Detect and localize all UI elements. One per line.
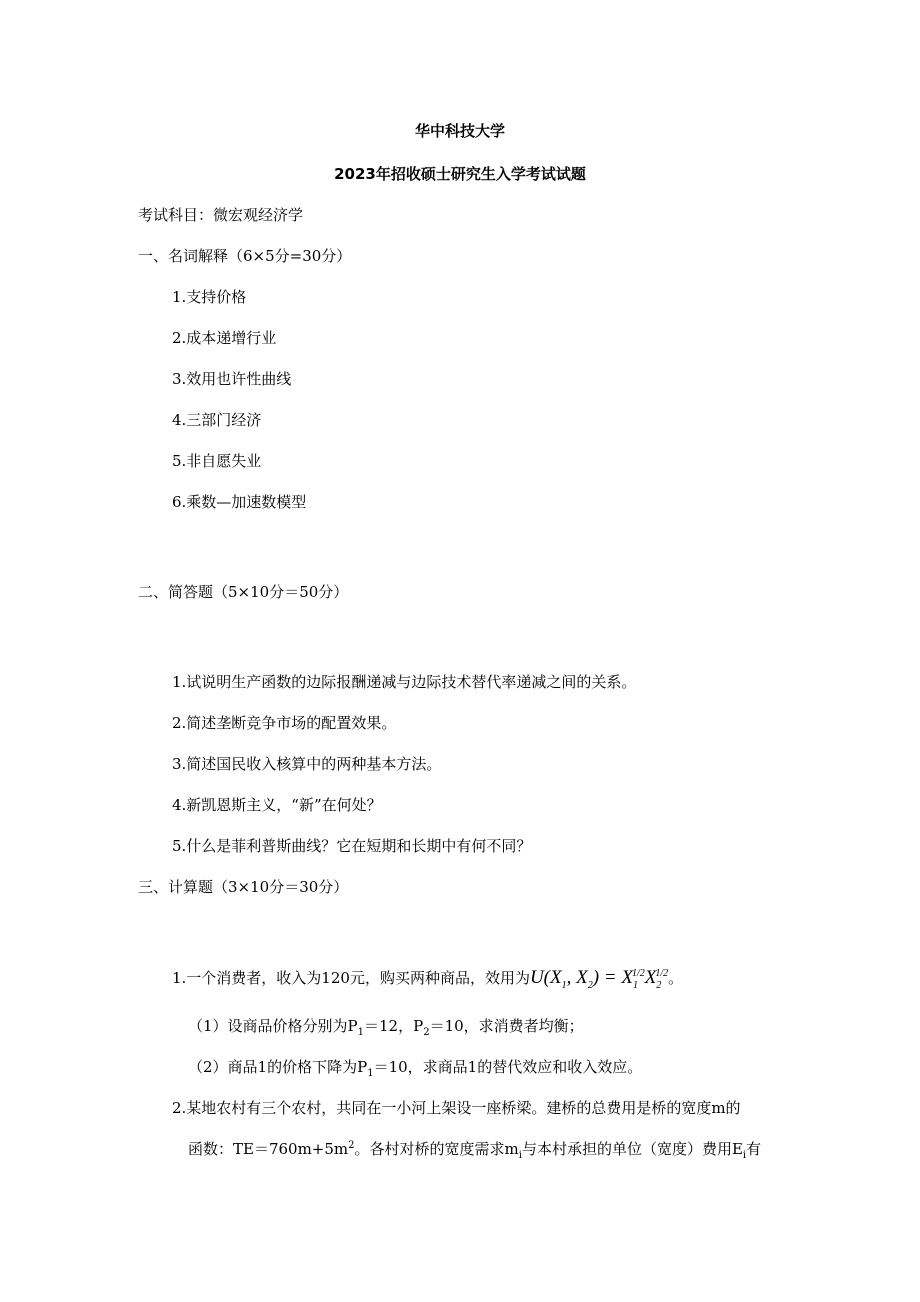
university-name: 华中科技大学 (414, 122, 505, 140)
section2-item: 3.简述国民收入核算中的两种基本方法。 (172, 755, 442, 773)
calc-question-1 (172, 967, 684, 991)
section1-item: 3.效用也许性曲线 (172, 370, 292, 388)
line-text: 有 (746, 1140, 762, 1158)
section1-item: 2.成本递增行业 (172, 329, 277, 347)
formula-part: ) = X (592, 967, 633, 988)
formula-part: X (644, 967, 657, 988)
section3-title: 三、计算题（3×10分＝30分） (138, 878, 349, 896)
section2-item: 1.试说明生产函数的边际报酬递减与边际技术替代率递减之间的关系。 (172, 673, 637, 691)
section2-item: 5.什么是菲利普斯曲线？它在短期和长期中有何不同？ (172, 837, 532, 855)
section2-item: 2.简述垄断竞争市场的配置效果。 (172, 714, 397, 732)
line-sub: i (742, 1150, 747, 1161)
part-sub: 2 (423, 1027, 430, 1038)
line-sub: i (518, 1150, 522, 1161)
formula-part: , X (566, 967, 588, 988)
calc-question-1-part-2 (188, 1057, 642, 1077)
section2-item: 4.新凯恩斯主义，“新”在何处？ (172, 796, 382, 814)
utility-formula (529, 967, 669, 991)
section1-title: 一、名词解释（6×5分=30分） (138, 247, 352, 265)
part-sub: 1 (357, 1027, 365, 1038)
line-text: 函数：TE＝760m+5m (188, 1140, 349, 1158)
part-text: （2）商品1的价格下降为P (188, 1058, 368, 1076)
formula-sub: 1 (632, 979, 638, 991)
formula-exponent: 1/2 (655, 967, 669, 979)
formula-exponent: 1/2 (631, 967, 645, 979)
section1-item: 5.非自愿失业 (172, 452, 262, 470)
line-sup: 2 (348, 1140, 355, 1151)
calc-question-2-line-1: 2.某地农村有三个农村，共同在一小河上架设一座桥梁。建桥的总费用是桥的宽度m的 (172, 1099, 741, 1117)
section1-item: 1.支持价格 (172, 288, 247, 306)
calc-question-2-line-2 (188, 1139, 761, 1159)
formula-sub: 1 (561, 979, 567, 991)
line-text: 。各村对桥的宽度需求m (354, 1140, 519, 1158)
question-end: 。 (668, 969, 684, 987)
part-text: ＝10，求消费者均衡； (429, 1017, 584, 1035)
formula-sub: 2 (587, 979, 593, 991)
exam-subject: 考试科目：微宏观经济学 (138, 206, 304, 224)
exam-title: 2023年招收硕士研究生入学考试试题 (334, 165, 586, 183)
part-text: （1）设商品价格分别为P (188, 1017, 358, 1035)
formula-sub: 2 (656, 979, 662, 991)
part-text: ＝12，P (364, 1017, 424, 1035)
section1-item: 6.乘数—加速数模型 (172, 493, 307, 511)
section1-item: 4.三部门经济 (172, 411, 262, 429)
part-sub: 1 (367, 1068, 374, 1079)
line-text: 与本村承担的单位（宽度）费用E (521, 1140, 743, 1158)
question-text: 1.一个消费者，收入为120元，购买两种商品，效用为 (172, 969, 530, 987)
formula-part: U(X (529, 967, 562, 988)
section2-title: 二、简答题（5×10分＝50分） (138, 583, 349, 601)
calc-question-1-part-1 (188, 1016, 584, 1036)
part-text: ＝10，求商品1的替代效应和收入效应。 (373, 1058, 643, 1076)
